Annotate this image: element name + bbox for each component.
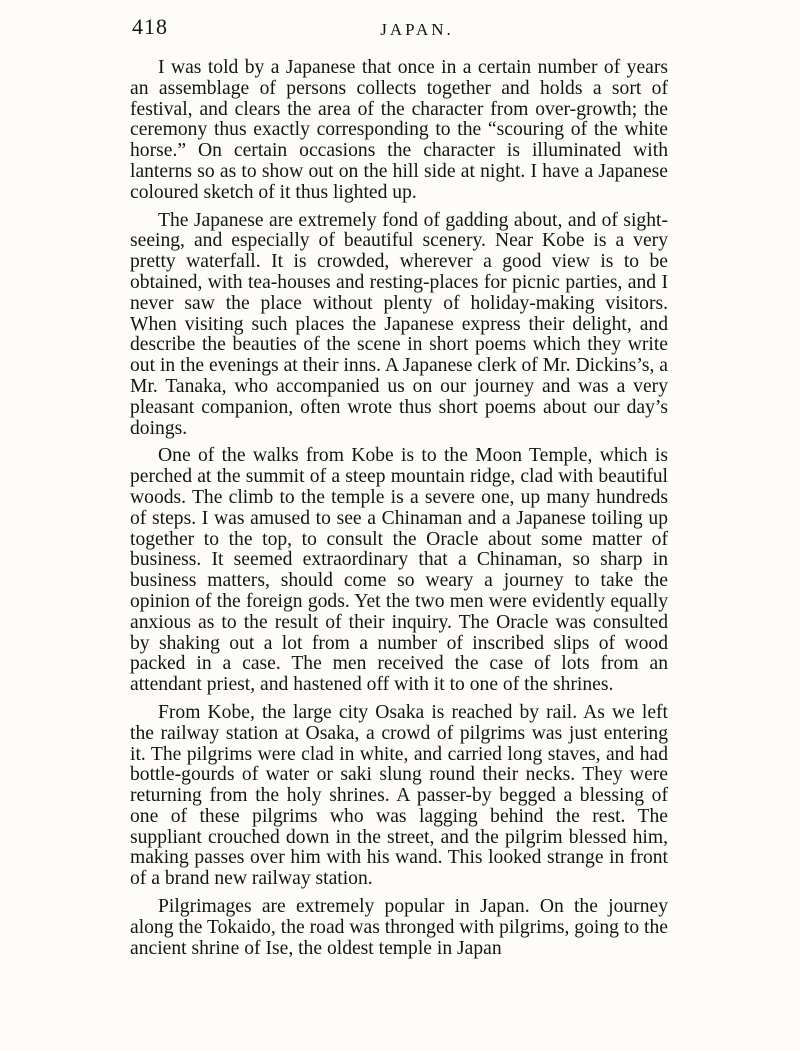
paragraph-pilgrimages: Pilgrimages are extremely popular in Japan. On the journey along the Tokaido, the road was thronged with pilgrims, going to the ancient shrine of Ise, the oldest temple in Japan bbox=[130, 896, 668, 959]
paragraph-sight-seeing: The Japanese are extremely fond of gadding about, and of sight-seeing, and especially of beautiful scenery. Near Kobe is a very pretty waterfall. It is crowded, wherever a good view is to be obtained, with tea-houses and resting-places for picnic parties, and I never saw the place without plenty of holiday-making visitors. When visiting such places the Japanese express their delight, and describe the beauties of the scene in short poems which they write out in the evenings at their inns. A Japanese clerk of Mr. Dickins’s, a Mr. Tanaka, who accompanied us on our journey and was a very pleasant companion, often wrote thus short poems about our day’s doings. bbox=[130, 209, 668, 439]
paragraph-moon-temple: One of the walks from Kobe is to the Moon Temple, which is perched at the summit of a steep mountain ridge, clad with beautiful woods. The climb to the temple is a severe one, up many hundreds of steps. I was amused to see a Chinaman and a Japanese toiling up together to the top, to consult the Oracle about some matter of business. It seemed extraordinary that a Chinaman, so sharp in business matters, should come so weary a journey to take the opinion of the foreign gods. Yet the two men were evidently equally anxious as to the result of their inquiry. The Oracle was consulted by shaking out a lot from a number of inscribed slips of wood packed in a case. The men received the case of lots from an attendant priest, and hastened off with it to one of the shrines. bbox=[130, 445, 668, 696]
paragraph-osaka-pilgrims: From Kobe, the large city Osaka is reached by rail. As we left the railway station at Osaka, a crowd of pilgrims was just entering it. The pilgrims were clad in white, and carried long staves, and had bottle-gourds of water or saki slung round their necks. They were returning from the holy shrines. A passer-by begged a blessing of one of these pilgrims who was lagging behind the rest. The suppliant crouched down in the street, and the pilgrim blessed him, making passes over him with his wand. This looked strange in front of a brand new railway station. bbox=[130, 701, 668, 890]
running-title: JAPAN. bbox=[380, 20, 454, 39]
running-head bbox=[132, 14, 672, 44]
paragraph-white-horse: I was told by a Japanese that once in a certain number of years an assemblage of persons collects together and holds a sort of festival, and clears the area of the character from over-growth; the ceremony thus exactly corresponding to the “scouring of the white horse.” On certain occasions the character is illuminated with lanterns so as to show out on the hill side at night. I have a Japanese coloured sketch of it thus lighted up. bbox=[130, 57, 668, 203]
page-number: 418 bbox=[132, 14, 168, 39]
body-text bbox=[130, 58, 668, 959]
